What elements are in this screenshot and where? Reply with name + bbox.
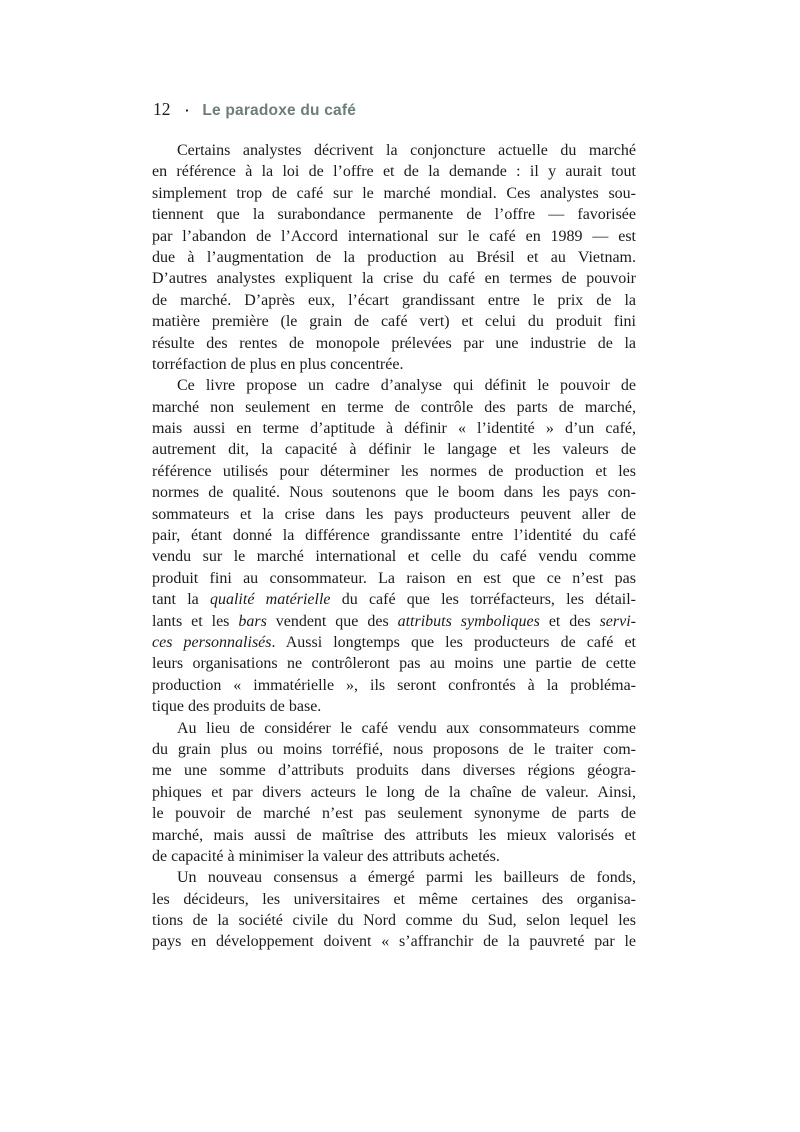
text-line	[152, 461, 636, 482]
text-line	[152, 803, 636, 824]
text-line	[152, 568, 636, 589]
text-run: torréfaction de plus en plus concentrée.	[152, 355, 404, 373]
text-run: due à l’augmentation de la production au Brésil et au Vietnam.	[152, 248, 636, 266]
italic-text-run: bars	[238, 612, 267, 630]
text-line	[152, 354, 636, 375]
text-run: autrement dit, la capacité à définir le langage et les valeurs de	[152, 441, 636, 459]
text-run: tiennent que la surabondance permanente de l’offre — favorisée	[152, 206, 636, 224]
text-line	[152, 247, 636, 268]
text-run: normes de qualité. Nous soutenons que le boom dans les pays con-	[152, 484, 636, 502]
body-text	[152, 140, 636, 953]
text-run: du café que les torréfacteurs, les détail-	[330, 591, 636, 609]
text-run: résulte des rentes de monopole prélevées par une industrie de la	[152, 334, 636, 352]
text-run: tant la	[152, 591, 210, 609]
italic-text-run: servi-	[599, 612, 636, 630]
text-run: par l’abandon de l’Accord international sur le café en 1989 — est	[152, 227, 636, 245]
text-run: lants et les	[152, 612, 239, 630]
text-line	[152, 226, 636, 247]
text-run: Ce livre propose un cadre d’analyse qui définit le pouvoir de	[177, 377, 636, 395]
text-run: . Aussi longtemps que les producteurs de café et	[271, 633, 636, 651]
text-run: tique des produits de base.	[152, 698, 322, 716]
text-line	[152, 504, 636, 525]
text-run: pays en développement doivent « s’affranchir de la pauvreté par le	[152, 933, 636, 951]
text-line	[152, 782, 636, 803]
page-header	[153, 99, 356, 120]
text-run: Au lieu de considérer le café vendu aux consommateurs comme	[177, 719, 636, 737]
text-line	[152, 161, 636, 182]
text-line	[152, 696, 636, 717]
text-run: les décideurs, les universitaires et même certaines des organisa-	[152, 890, 636, 908]
text-run: me une somme d’attributs produits dans diverses régions géogra-	[152, 762, 636, 780]
text-run: référence utilisés pour déterminer les normes de production et les	[152, 462, 636, 480]
text-line	[152, 589, 636, 610]
text-run: tions de la société civile du Nord comme du Sud, selon lequel les	[152, 912, 636, 930]
text-line	[152, 760, 636, 781]
book-title: Le paradoxe du café	[202, 102, 357, 119]
text-line	[152, 418, 636, 439]
text-run: mais aussi en terme d’aptitude à définir « l’identité » d’un café,	[152, 420, 636, 438]
text-line	[152, 546, 636, 567]
text-run: vendent que des	[266, 612, 398, 630]
text-run: production « immatérielle », ils seront confrontés à la probléma-	[152, 676, 636, 694]
text-line	[152, 375, 636, 396]
paragraph	[152, 718, 636, 868]
text-run: sommateurs et la crise dans les pays producteurs peuvent aller de	[152, 505, 636, 523]
text-line	[152, 311, 636, 332]
text-line	[152, 204, 636, 225]
text-line	[152, 825, 636, 846]
text-line	[152, 867, 636, 888]
text-run: phiques et par divers acteurs le long de la chaîne de valeur. Ainsi,	[152, 783, 636, 801]
paragraph	[152, 140, 636, 375]
text-line	[152, 739, 636, 760]
text-line	[152, 910, 636, 931]
text-run: en référence à la loi de l’offre et de la demande : il y aurait tout	[152, 163, 636, 181]
text-line	[152, 482, 636, 503]
text-line	[152, 525, 636, 546]
page-number: 12	[153, 99, 171, 119]
italic-text-run: ces personnalisés	[152, 633, 272, 651]
text-run: marché non seulement en terme de contrôle des parts de marché,	[152, 398, 636, 416]
text-run: leurs organisations ne contrôleront pas au moins une partie de cette	[152, 655, 636, 673]
text-line	[152, 290, 636, 311]
text-line	[152, 675, 636, 696]
text-line	[152, 718, 636, 739]
separator-bullet-icon: ▪	[185, 106, 189, 115]
text-line	[152, 653, 636, 674]
text-run: de capacité à minimiser la valeur des attributs achetés.	[152, 847, 500, 865]
text-run: le pouvoir de marché n’est pas seulement synonyme de parts de	[152, 805, 636, 823]
text-line	[152, 397, 636, 418]
text-line	[152, 183, 636, 204]
text-line	[152, 846, 636, 867]
text-line	[152, 931, 636, 952]
text-run: simplement trop de café sur le marché mondial. Ces analystes sou-	[152, 184, 636, 202]
text-run: Un nouveau consensus a émergé parmi les bailleurs de fonds,	[177, 869, 636, 887]
text-run: Certains analystes décrivent la conjoncture actuelle du marché	[177, 142, 636, 159]
text-line	[152, 439, 636, 460]
text-line	[152, 140, 636, 161]
text-line	[152, 632, 636, 653]
text-run: et des	[539, 612, 600, 630]
text-run: de marché. D’après eux, l’écart grandissant entre le prix de la	[152, 291, 636, 309]
text-run: vendu sur le marché international et celle du café vendu comme	[152, 548, 636, 566]
text-run: D’autres analystes expliquent la crise du café en termes de pouvoir	[152, 270, 636, 288]
text-line	[152, 333, 636, 354]
text-run: pair, étant donné la différence grandissante entre l’identité du café	[152, 527, 636, 545]
text-run: marché, mais aussi de maîtrise des attributs les mieux valorisés et	[152, 826, 636, 844]
italic-text-run: qualité matérielle	[209, 591, 331, 609]
paragraph	[152, 375, 636, 717]
text-run: produit fini au consommateur. La raison en est que ce n’est pas	[152, 569, 636, 587]
text-line	[152, 268, 636, 289]
text-run: du grain plus ou moins torréfié, nous proposons de le traiter com-	[152, 740, 636, 758]
text-run: matière première (le grain de café vert) et celui du produit fini	[152, 313, 636, 331]
text-line	[152, 611, 636, 632]
italic-text-run: attributs symboliques	[397, 612, 540, 630]
paragraph	[152, 867, 636, 953]
text-line	[152, 889, 636, 910]
